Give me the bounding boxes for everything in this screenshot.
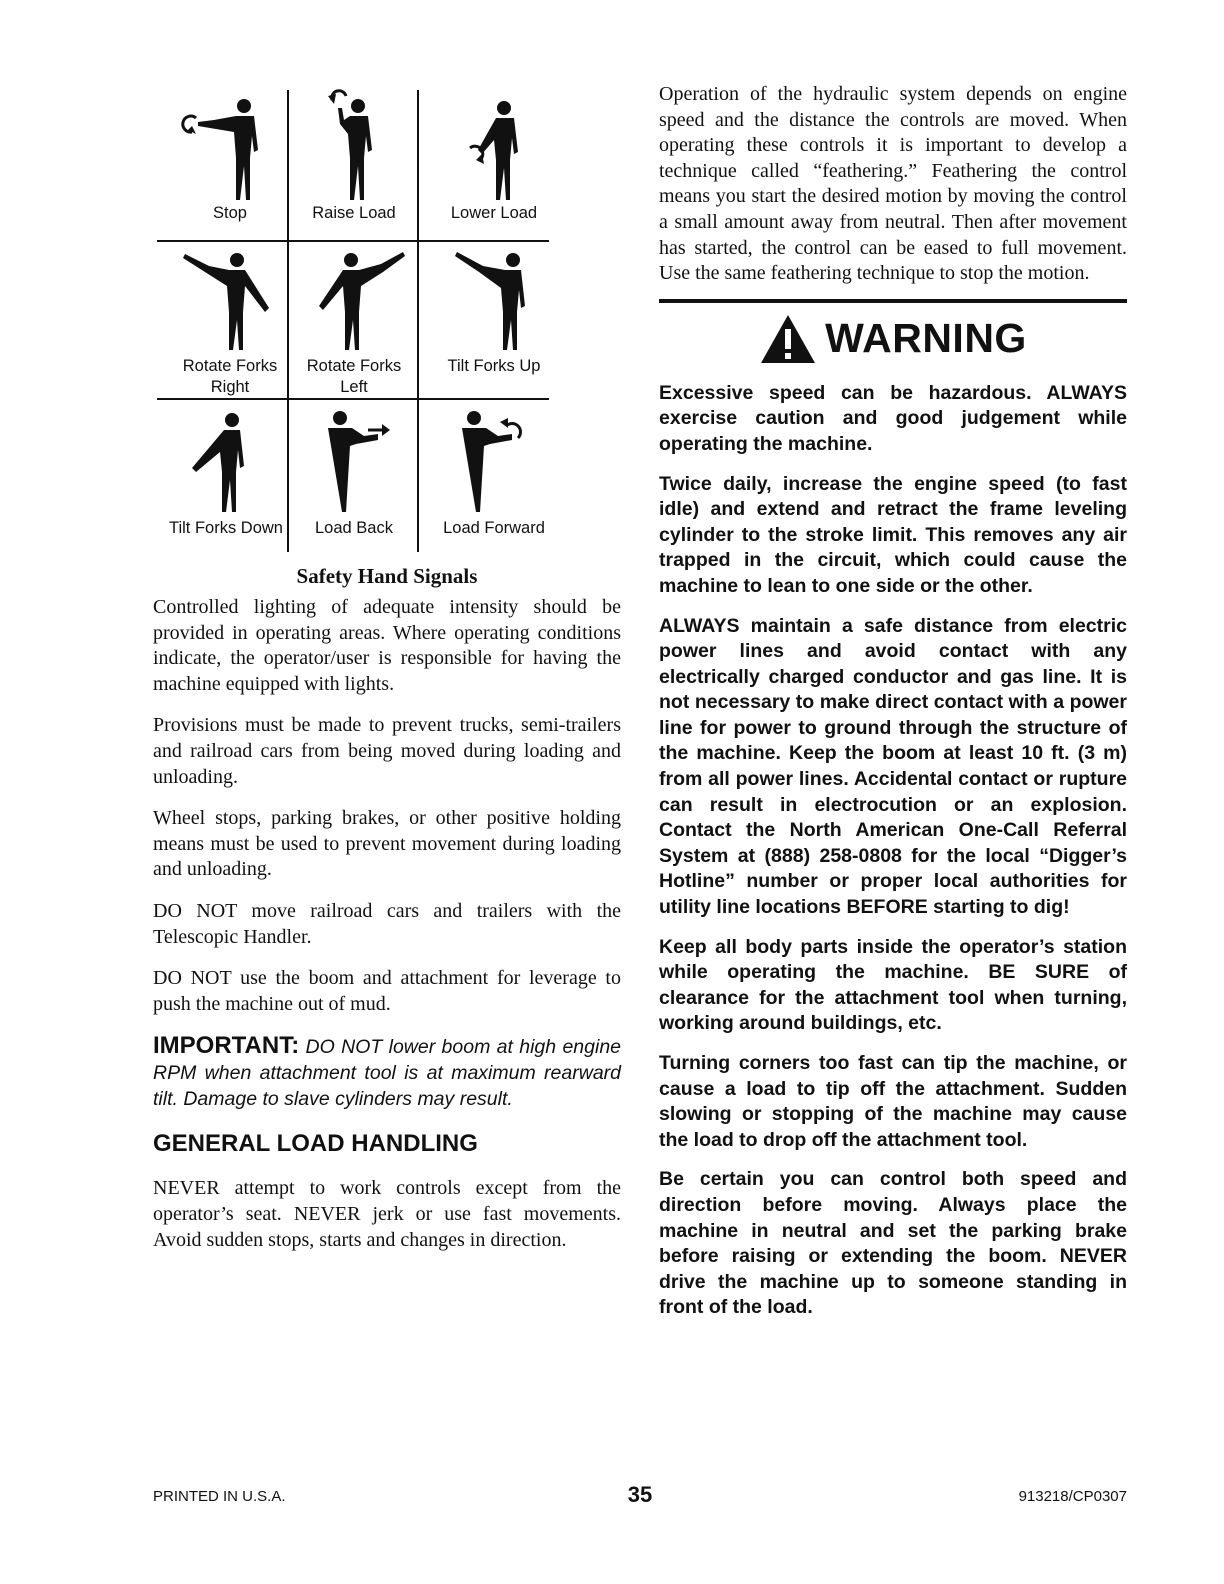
warning-paragraph: Turning corners too fast can tip the machine, or cause a load to tip off the attachment. Sudden slowing or stopping of the machine may cause the load to drop off the attachment tool. <box>659 1052 1127 1151</box>
section-heading: GENERAL LOAD HANDLING <box>153 1130 478 1158</box>
signal-label: Load Forward <box>443 519 545 537</box>
paragraph: DO NOT move railroad cars and trailers with the Telescopic Handler. <box>153 899 621 948</box>
signal-label: Load Back <box>315 519 393 537</box>
load-forward-signal-icon <box>434 406 554 518</box>
rotate-forks-right-signal-icon <box>165 246 295 356</box>
signal-label-line: Rotate Forks <box>306 357 402 375</box>
load-back-signal-icon <box>294 406 414 518</box>
paragraph: Controlled lighting of adequate intensity should be provided in operating areas. Where operating conditions indicate, the operator/user is responsible for having the machine equipped with lights. <box>153 596 621 695</box>
warning-paragraph: Keep all body parts inside the operator’s station while operating the machine. BE SURE of clearance for the attachment tool when turning, working around buildings, etc. <box>659 935 1127 1035</box>
warning-header <box>659 313 1127 365</box>
signal-label-line: Left <box>340 378 368 396</box>
tilt-forks-up-signal-icon <box>429 246 559 356</box>
paragraph: NEVER attempt to work controls except from the operator’s seat. NEVER jerk or use fast movements. Avoid sudden stops, starts and changes in direction. <box>153 1177 621 1251</box>
left-column <box>153 88 621 1269</box>
warning-paragraph: ALWAYS maintain a safe distance from electric power lines and avoid contact with any electrically charged conductor and gas line. It is not necessary to make direct contact with a power line for power to ground through the structure of the machine. Keep the boom at least 10 ft. (3 m) from all power lines. Accidental contact or rupture can result in electrocution or an explosion. Contact the North American One-Call Referral System at (888) 258-0808 for the local “Digger’s Hotline” number or proper local authorities for utility line locations BEFORE starting to dig! <box>659 614 1127 919</box>
important-note <box>153 1033 621 1112</box>
paragraph: Provisions must be made to prevent trucks, semi-trailers and railroad cars from being moved during loading and unloading. <box>153 714 621 788</box>
signal-tilt-forks-down <box>147 406 305 539</box>
hand-signals-figure <box>123 88 591 556</box>
warning-rule <box>659 299 1127 303</box>
signal-label-line: Right <box>210 378 250 396</box>
signal-label-line: Rotate Forks <box>182 357 278 375</box>
paragraph: Operation of the hydraulic system depends on engine speed and the distance the controls are moved. When operating these controls it is important to develop a technique called “feathering.” Feathering the control means you start the desired motion by moving the control a small amount away from neutral. Then after movement has started, the control can be eased to full movement. Use the same feathering technique to stop the motion. <box>659 83 1127 285</box>
warning-paragraph: Twice daily, increase the engine speed (to fast idle) and extend and retract the frame leveling cylinder to the stroke limit. This removes any air trapped in the circuit, which could cause the machine to lean to one side or the other. <box>659 472 1127 597</box>
grid-divider <box>157 240 549 242</box>
signal-load-back <box>289 406 419 539</box>
signal-label: Tilt Forks Up <box>447 357 541 375</box>
page-footer <box>153 1484 1127 1508</box>
signal-label: Stop <box>213 204 247 222</box>
warning-paragraph: Excessive speed can be hazardous. ALWAYS exercise caution and good judgement while operating the machine. <box>659 381 1127 455</box>
signal-stop <box>155 88 305 224</box>
figure-caption: Safety Hand Signals <box>296 564 478 588</box>
footer-printed: PRINTED IN U.S.A. <box>153 1488 286 1505</box>
paragraph: DO NOT use the boom and attachment for leverage to push the machine out of mud. <box>153 967 621 1015</box>
stop-signal-icon <box>170 88 290 203</box>
signal-lower-load <box>419 88 569 224</box>
warning-triangle-icon <box>759 313 817 365</box>
raise-load-signal-icon <box>294 88 414 203</box>
signal-label <box>289 356 419 398</box>
signal-label: Lower Load <box>450 204 538 222</box>
rotate-forks-left-signal-icon <box>289 246 419 356</box>
important-text: DO NOT lower boom at high engine RPM when attachment tool is at maximum rearward tilt. Damage to slave cylinders may result. <box>153 1036 622 1111</box>
tilt-forks-down-signal-icon <box>166 406 286 518</box>
warning-title: WARNING <box>825 315 1027 362</box>
signal-load-forward <box>419 406 569 539</box>
right-column <box>659 82 1127 1335</box>
signal-label: Tilt Forks Down <box>169 519 283 537</box>
warning-paragraph: Be certain you can control both speed and direction before moving. Always place the machine in neutral and set the parking brake before raising or extending the boom. NEVER drive the machine up to someone standing in front of the load. <box>659 1168 1127 1319</box>
page-number: 35 <box>627 1482 653 1507</box>
signal-label <box>155 356 305 398</box>
document-code: 913218/CP0307 <box>1018 1488 1127 1505</box>
signal-raise-load <box>289 88 419 224</box>
lower-load-signal-icon <box>434 88 554 203</box>
important-label: IMPORTANT: <box>153 1032 300 1060</box>
signal-label: Raise Load <box>312 204 396 222</box>
signal-rotate-forks-right <box>155 246 305 398</box>
signal-tilt-forks-up <box>419 246 569 377</box>
signal-rotate-forks-left <box>289 246 419 398</box>
paragraph: Wheel stops, parking brakes, or other positive holding means must be used to prevent movement during loading and unloading. <box>153 807 621 881</box>
grid-divider <box>157 398 549 400</box>
